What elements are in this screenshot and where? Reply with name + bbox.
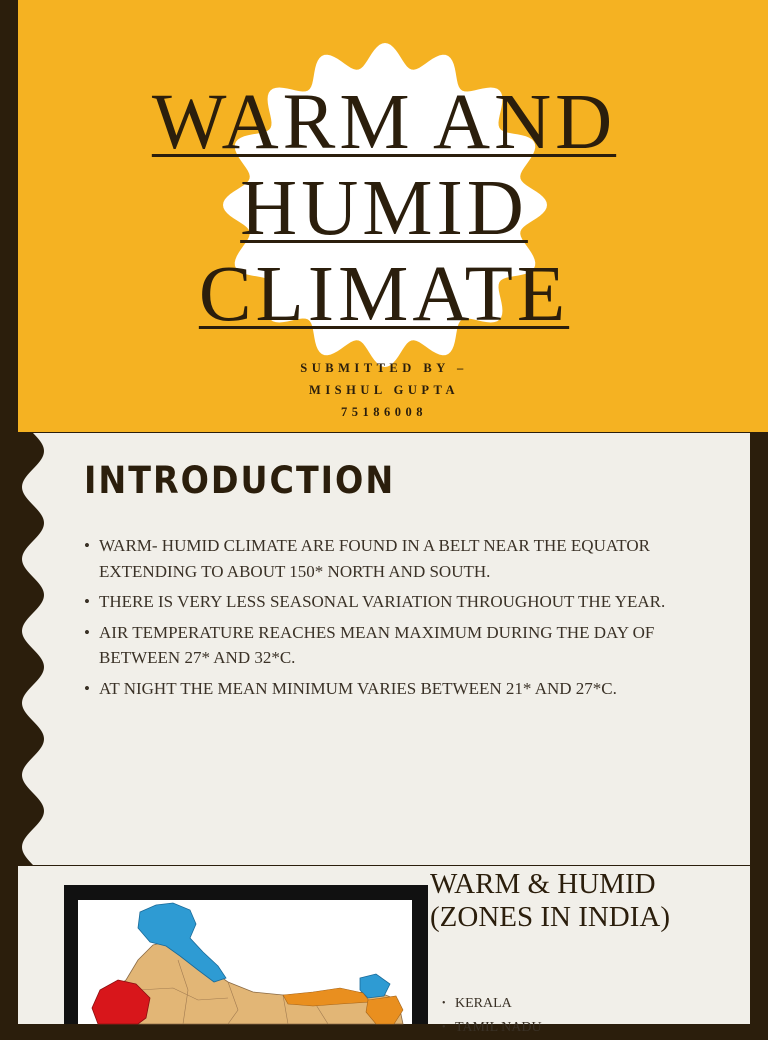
india-map-image — [78, 900, 412, 1024]
author-id: 75186008 — [341, 405, 427, 419]
list-item — [84, 589, 724, 615]
bullet-text: AT NIGHT THE MEAN MINIMUM VARIES BETWEEN 21* AND 27*C. — [99, 678, 617, 698]
zones-slide — [0, 866, 768, 1035]
title-line-1: WARM AND — [151, 79, 617, 166]
zones-heading-line-2: (ZONES IN INDIA) — [430, 901, 671, 933]
zones-list — [442, 992, 542, 1040]
submitted-by-label: SUBMITTED BY – — [300, 361, 468, 375]
author-name: MISHUL GUPTA — [309, 383, 459, 397]
list-item — [84, 676, 724, 702]
title-line-3: CLIMATE — [198, 251, 570, 338]
zone-name: TAMIL NADU — [455, 1020, 542, 1035]
bullet-icon: • — [442, 1022, 446, 1033]
zones-heading — [430, 868, 730, 934]
introduction-slide — [0, 433, 768, 865]
bullet-text: THERE IS VERY LESS SEASONAL VARIATION THROUGHOUT THE YEAR. — [99, 592, 666, 611]
list-item — [84, 533, 724, 584]
bullet-text: WARM- HUMID CLIMATE ARE FOUND IN A BELT NEAR THE EQUATOR EXTENDING TO ABOUT 150* NORTH AND SOUTH. — [99, 536, 650, 581]
list-item — [84, 620, 724, 671]
bullet-icon: • — [84, 536, 90, 555]
bullet-icon: • — [84, 678, 90, 698]
zones-heading-line-1: WARM & HUMID — [430, 868, 656, 900]
title-slide — [0, 0, 768, 432]
bullet-text: AIR TEMPERATURE REACHES MEAN MAXIMUM DURING THE DAY OF BETWEEN 27* AND 32*C. — [99, 622, 655, 667]
section-heading: INTRODUCTION — [84, 459, 396, 502]
slide-title — [0, 80, 768, 338]
intro-bullet-list — [84, 533, 724, 706]
bullet-icon: • — [442, 998, 446, 1009]
list-item — [442, 1016, 542, 1040]
bullet-icon: • — [84, 622, 90, 642]
title-line-2: HUMID — [240, 165, 528, 252]
india-climate-map — [78, 900, 412, 1024]
bullet-icon: • — [84, 592, 90, 611]
list-item — [442, 992, 542, 1016]
zone-name: KERALA — [455, 996, 512, 1011]
